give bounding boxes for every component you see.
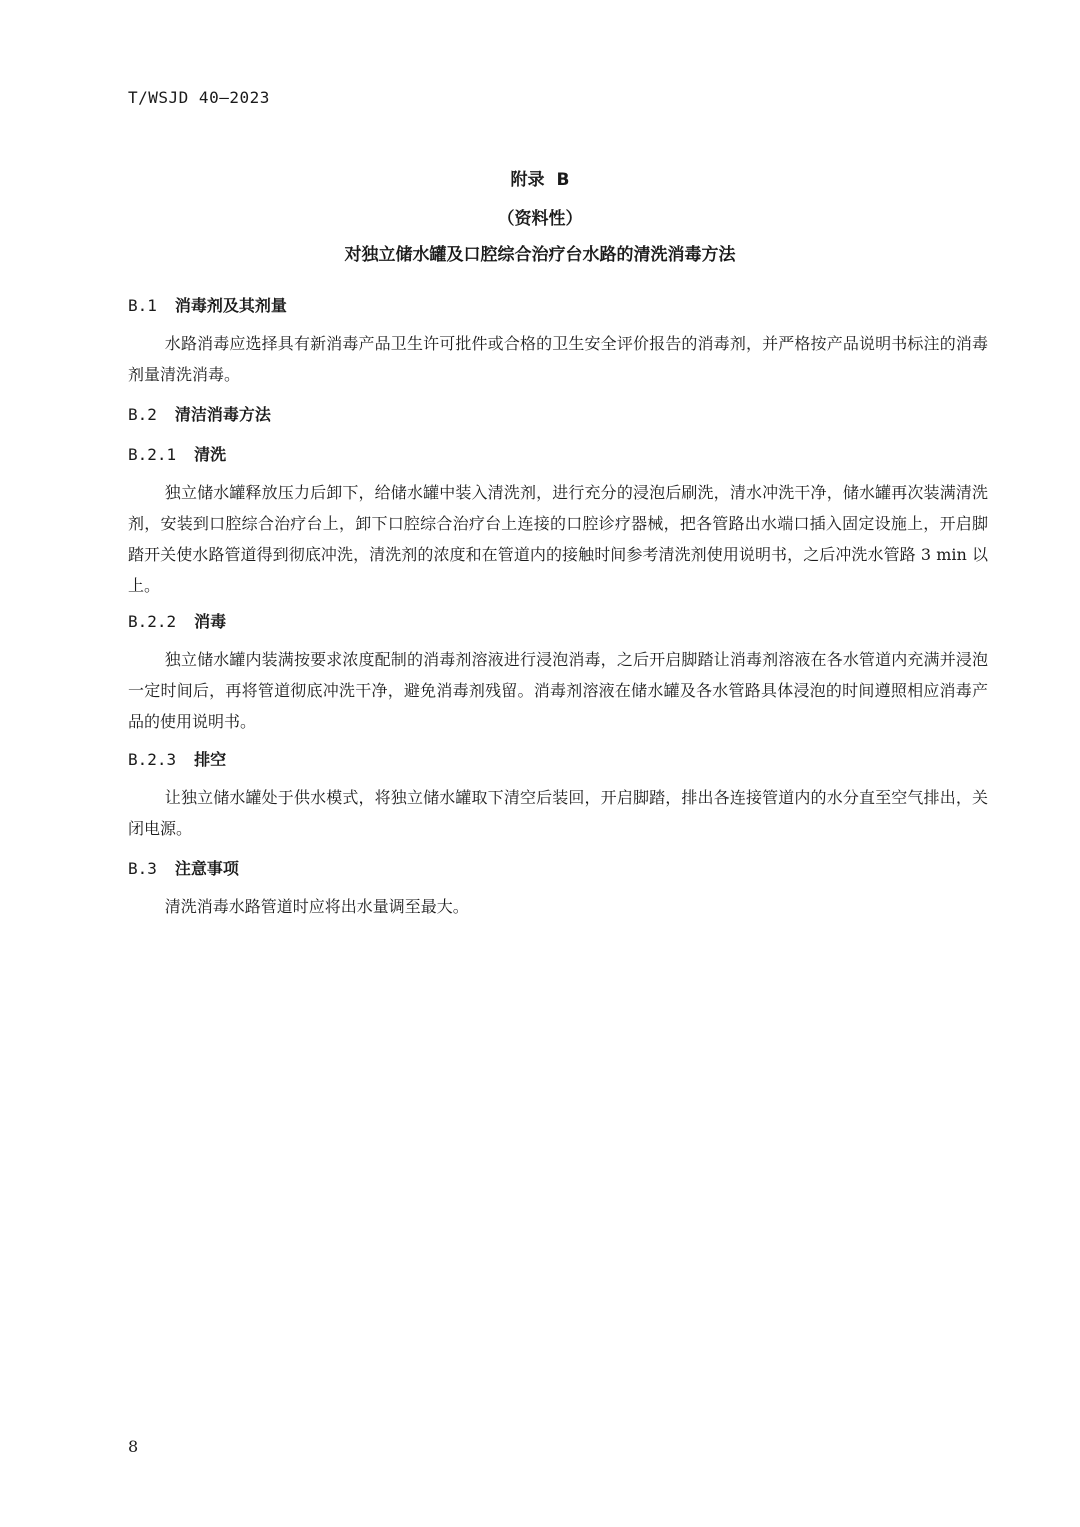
section-title: 清洁消毒方法 bbox=[174, 405, 271, 424]
section-b3-body: 清洗消毒水路管道时应将出水量调至最大。 bbox=[164, 897, 469, 916]
section-number: B.1 bbox=[128, 296, 157, 315]
section-title: 清洗 bbox=[194, 445, 227, 464]
document-code: T/WSJD 40—2023 bbox=[128, 88, 270, 107]
section-title: 消毒剂及其剂量 bbox=[174, 296, 287, 315]
section-number: B.2.3 bbox=[128, 750, 177, 769]
section-b1-body: 水路消毒应选择具有新消毒产品卫生许可批件或合格的卫生安全评价报告的消毒剂，并严格按产品说明书标注的消毒剂量清洗消毒。 bbox=[128, 334, 988, 384]
section-number: B.2 bbox=[128, 405, 157, 424]
annex-label: 附录 B bbox=[510, 170, 570, 190]
section-b22-body: 独立储水罐内装满按要求浓度配制的消毒剂溶液进行浸泡消毒，之后开启脚踏让消毒剂溶液在各水管道内充满并浸泡一定时间后，再将管道彻底冲洗干净，避免消毒剂残留。消毒剂溶液在储水罐及各水管路具体浸泡的时间遵照相应消毒产品的使用说明书。 bbox=[128, 650, 988, 731]
section-number: B.3 bbox=[128, 859, 157, 878]
annex-type: （资料性） bbox=[497, 209, 583, 229]
section-b2-heading bbox=[128, 402, 271, 425]
section-title: 注意事项 bbox=[174, 859, 239, 878]
section-title: 排空 bbox=[194, 750, 227, 769]
page-number: 8 bbox=[128, 1437, 139, 1456]
section-b22-heading bbox=[128, 609, 226, 632]
section-b23-heading bbox=[128, 747, 226, 770]
section-b21-body: 独立储水罐释放压力后卸下，给储水罐中装入清洗剂，进行充分的浸泡后刷洗，清水冲洗干净，储水罐再次装满清洗剂，安装到口腔综合治疗台上，卸下口腔综合治疗台上连接的口腔诊疗器械，把各管路出水端口插入固定设施上，开启脚踏开关使水路管道得到彻底冲洗，清洗剂的浓度和在管道内的接触时间参考清洗剂使用说明书，之后冲洗水管路 3 min 以上。 bbox=[128, 483, 988, 595]
section-number: B.2.2 bbox=[128, 612, 177, 631]
section-title: 消毒 bbox=[194, 612, 227, 631]
section-b21-heading bbox=[128, 442, 226, 465]
section-number: B.2.1 bbox=[128, 445, 177, 464]
section-b23-body: 让独立储水罐处于供水模式，将独立储水罐取下清空后装回，开启脚踏，排出各连接管道内的水分直至空气排出，关闭电源。 bbox=[128, 788, 988, 838]
section-b1-heading bbox=[128, 293, 287, 316]
section-b3-heading bbox=[128, 856, 239, 879]
annex-heading: 对独立储水罐及口腔综合治疗台水路的清洗消毒方法 bbox=[344, 245, 736, 265]
